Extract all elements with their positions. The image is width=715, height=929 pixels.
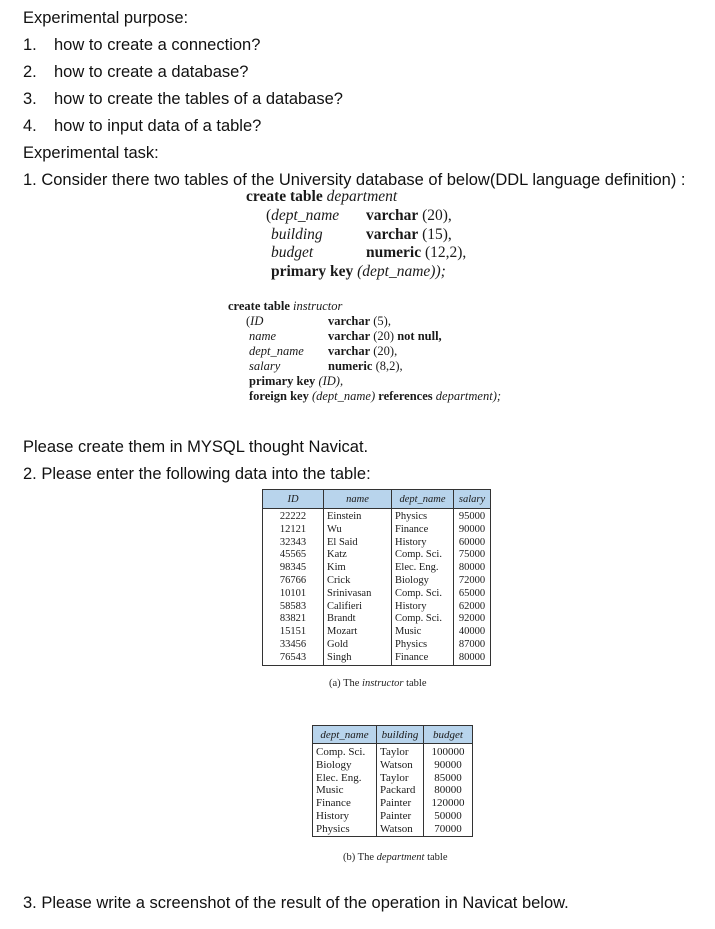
table-cell: 100000	[424, 744, 473, 759]
table-cell: 90000	[454, 524, 491, 537]
table-cell: Painter	[377, 797, 424, 810]
ddl-column: dept_name	[249, 344, 304, 358]
table-cell: 12121	[263, 524, 324, 537]
table-cell: 80000	[424, 784, 473, 797]
table-cell: 83821	[263, 613, 324, 626]
ddl-column-type: numeric (12,2),	[366, 244, 467, 261]
ddl-instructor-header: create table instructor	[228, 299, 343, 313]
task-step-1-note: Please create them in MYSQL thought Navicat.	[23, 438, 369, 456]
table-cell: 32343	[263, 537, 324, 550]
column-header: dept_name	[392, 490, 454, 509]
ddl-column: (ID	[246, 314, 264, 328]
ddl-foreign-key: foreign key (dept_name) references department);	[249, 389, 502, 403]
table-row	[263, 524, 491, 537]
table-cell: Srinivasan	[324, 588, 392, 601]
table-cell: 62000	[454, 601, 491, 614]
task-heading: Experimental task:	[23, 144, 159, 162]
ddl-column-type: varchar (20),	[366, 207, 452, 224]
table-cell: El Said	[324, 537, 392, 550]
table-cell: Califieri	[324, 601, 392, 614]
table-row	[263, 601, 491, 614]
table-cell: 40000	[454, 626, 491, 639]
table-row	[313, 759, 473, 772]
table-cell: 33456	[263, 639, 324, 652]
table-row	[263, 613, 491, 626]
table-row	[263, 537, 491, 550]
table-row	[263, 639, 491, 652]
table-cell: Comp. Sci.	[392, 549, 454, 562]
table-cell: History	[392, 537, 454, 550]
column-header: budget	[424, 726, 473, 744]
table-cell: Gold	[324, 639, 392, 652]
table-cell: Elec. Eng.	[392, 562, 454, 575]
purpose-item: 4. how to input data of a table?	[23, 117, 262, 135]
table-cell: 80000	[454, 562, 491, 575]
ddl-column-type: varchar (15),	[366, 226, 452, 243]
table-cell: 76766	[263, 575, 324, 588]
table-cell: Katz	[324, 549, 392, 562]
task-step-1: 1. Consider there two tables of the University database of below(DDL language definition) :	[23, 171, 686, 189]
ddl-column: budget	[271, 244, 314, 261]
table-cell: Painter	[377, 810, 424, 823]
table-cell: 60000	[454, 537, 491, 550]
table-cell: Crick	[324, 575, 392, 588]
table-cell: Kim	[324, 562, 392, 575]
table-cell: History	[313, 810, 377, 823]
table-cell: Comp. Sci.	[392, 613, 454, 626]
table-cell: 87000	[454, 639, 491, 652]
table-row	[263, 562, 491, 575]
purpose-heading: Experimental purpose:	[23, 9, 189, 27]
table-cell: Brandt	[324, 613, 392, 626]
ddl-department-header: create table department	[246, 188, 398, 205]
ddl-column-type: varchar (20),	[328, 344, 398, 358]
ddl-primary-key: primary key (ID),	[249, 374, 344, 388]
task-step-3: 3. Please write a screenshot of the result of the operation in Navicat below.	[23, 894, 569, 912]
column-header: salary	[454, 490, 491, 509]
table-cell: Biology	[313, 759, 377, 772]
table-cell: Physics	[313, 823, 377, 836]
table-cell: 22222	[263, 509, 324, 524]
table-cell: History	[392, 601, 454, 614]
table-cell: 90000	[424, 759, 473, 772]
table-cell: 70000	[424, 823, 473, 836]
table-row	[313, 823, 473, 836]
ddl-column: name	[249, 329, 277, 343]
table-cell: Biology	[392, 575, 454, 588]
table-cell: Watson	[377, 823, 424, 836]
table-cell: Mozart	[324, 626, 392, 639]
table-row	[313, 744, 473, 759]
table-row	[313, 810, 473, 823]
ddl-column-type: varchar (5),	[328, 314, 391, 328]
column-header: dept_name	[313, 726, 377, 744]
table-row	[263, 588, 491, 601]
table-cell: 50000	[424, 810, 473, 823]
table-cell: 10101	[263, 588, 324, 601]
table-cell: 65000	[454, 588, 491, 601]
column-header: building	[377, 726, 424, 744]
table-cell: 92000	[454, 613, 491, 626]
table-cell: 72000	[454, 575, 491, 588]
ddl-column: salary	[249, 359, 281, 373]
table-cell: 58583	[263, 601, 324, 614]
table-cell: 80000	[454, 652, 491, 665]
table-row	[313, 797, 473, 810]
table-cell: Finance	[392, 524, 454, 537]
table-row	[263, 509, 491, 524]
ddl-column: (dept_name	[266, 207, 340, 224]
task-step-2: 2. Please enter the following data into the table:	[23, 465, 371, 483]
table-cell: Watson	[377, 759, 424, 772]
table-row	[313, 772, 473, 785]
table-cell: Music	[392, 626, 454, 639]
table-cell: Finance	[313, 797, 377, 810]
table-cell: Einstein	[324, 509, 392, 524]
table-cell: Comp. Sci.	[392, 588, 454, 601]
table-cell: 85000	[424, 772, 473, 785]
table-row	[263, 575, 491, 588]
table-cell: Finance	[392, 652, 454, 665]
instructor-table	[262, 489, 491, 666]
table-cell: Taylor	[377, 744, 424, 759]
table-cell: 75000	[454, 549, 491, 562]
table-row	[263, 549, 491, 562]
table-cell: 15151	[263, 626, 324, 639]
ddl-column-type: varchar (20) not null,	[328, 329, 442, 343]
column-header: ID	[263, 490, 324, 509]
purpose-item: 2. how to create a database?	[23, 63, 249, 81]
table-cell: Music	[313, 784, 377, 797]
table-cell: Physics	[392, 509, 454, 524]
table-cell: 45565	[263, 549, 324, 562]
purpose-item: 1. how to create a connection?	[23, 36, 261, 54]
table-cell: Packard	[377, 784, 424, 797]
table-cell: Comp. Sci.	[313, 744, 377, 759]
table-cell: 120000	[424, 797, 473, 810]
ddl-column: building	[271, 226, 323, 243]
table-cell: 76543	[263, 652, 324, 665]
department-table	[312, 725, 473, 837]
table-cell: Physics	[392, 639, 454, 652]
instructor-table-caption: (a) The instructor table	[329, 678, 427, 689]
table-row	[263, 652, 491, 665]
table-row	[313, 784, 473, 797]
table-cell: 98345	[263, 562, 324, 575]
table-row	[263, 626, 491, 639]
ddl-primary-key: primary key (dept_name));	[271, 263, 446, 280]
department-table-caption: (b) The department table	[343, 852, 448, 863]
table-cell: Singh	[324, 652, 392, 665]
purpose-item: 3. how to create the tables of a database?	[23, 90, 343, 108]
ddl-column-type: numeric (8,2),	[328, 359, 403, 373]
table-cell: Wu	[324, 524, 392, 537]
table-cell: Taylor	[377, 772, 424, 785]
column-header: name	[324, 490, 392, 509]
table-cell: 95000	[454, 509, 491, 524]
table-cell: Elec. Eng.	[313, 772, 377, 785]
